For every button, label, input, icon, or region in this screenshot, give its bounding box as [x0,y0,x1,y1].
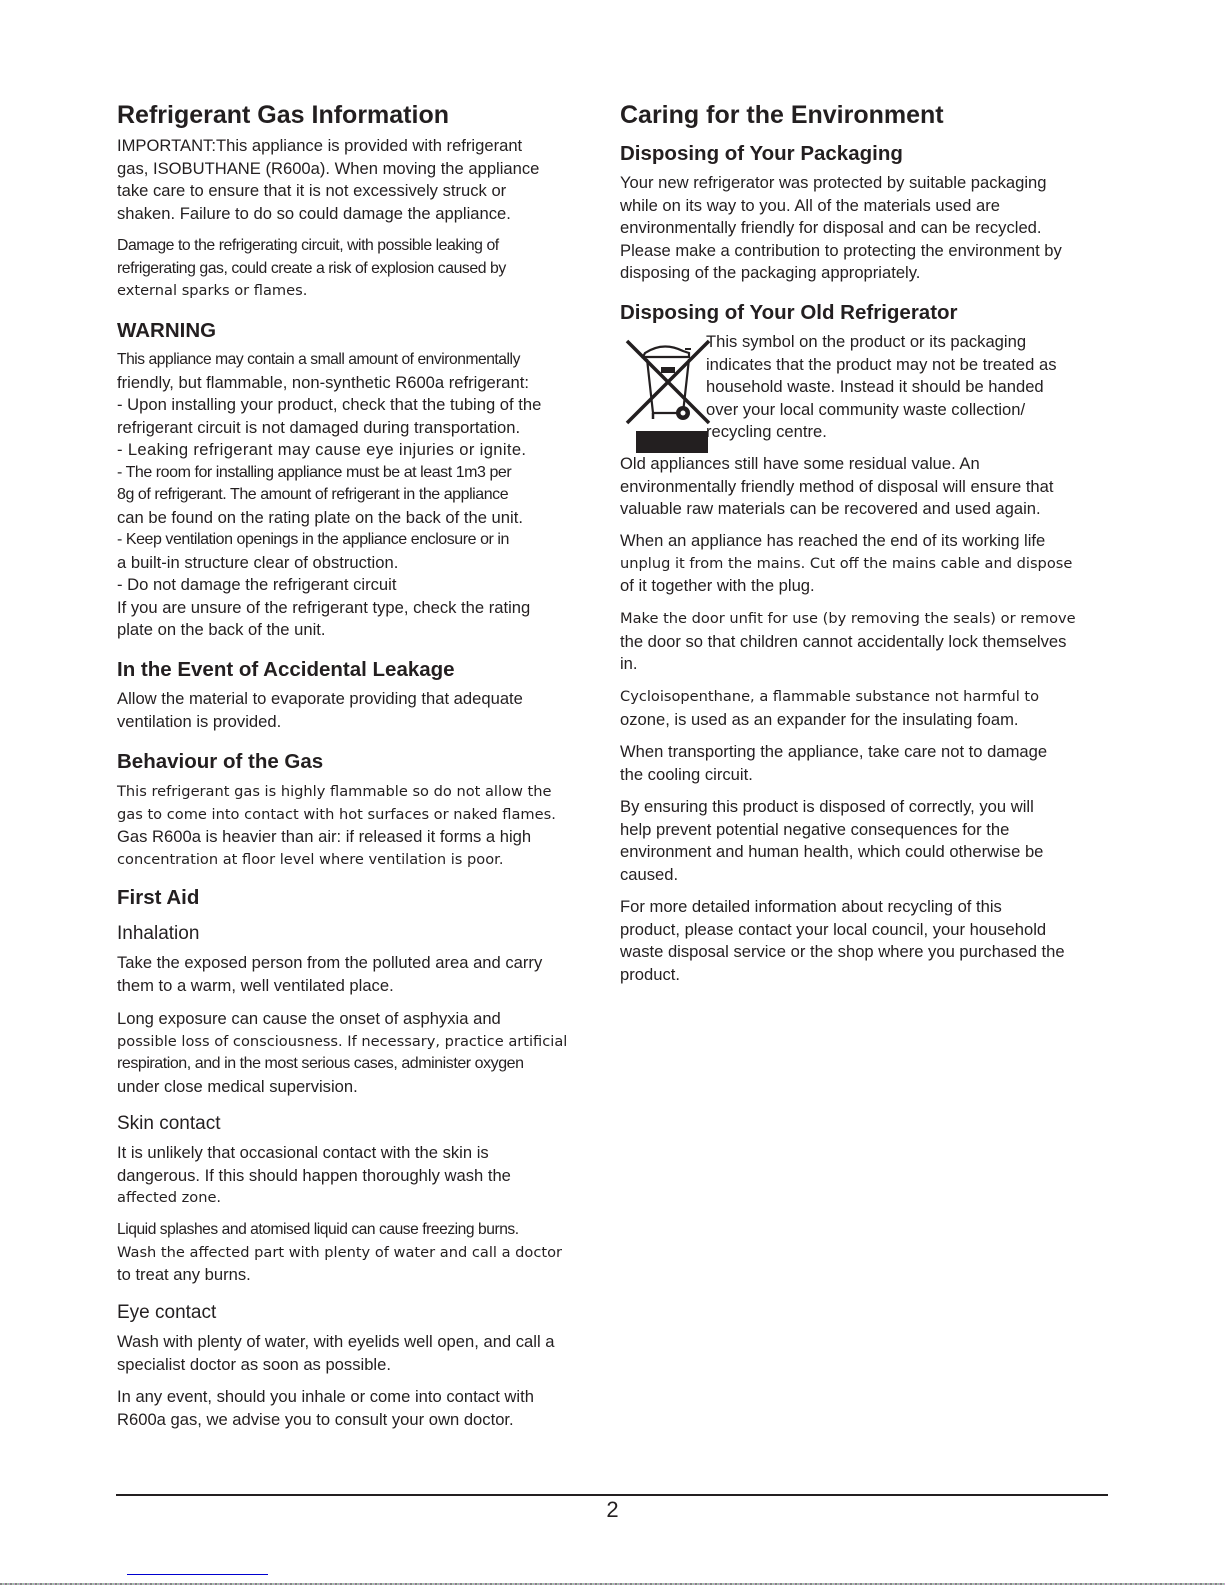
text-line: valuable raw materials can be recovered and used again. [620,499,1041,518]
text-line: affected zone. [117,1189,222,1206]
text-line: gas, ISOBUTHANE (R600a). When moving the appliance [117,158,540,178]
text-line: IMPORTANT:This appliance is provided with refrigerant [117,136,523,155]
text-line: of it together with the plug. [620,576,815,595]
old-fridge-heading: Disposing of Your Old Refrigerator [620,301,958,324]
text-line: It is unlikely that occasional contact with the skin is [117,1143,489,1162]
text-line: environmentally friendly for disposal and can be recycled. [620,218,1042,237]
text-line: the door so that children cannot accidentally lock themselves [620,631,1067,651]
text-line: dangerous. If this should happen thoroughly wash the [117,1165,511,1185]
text-line: can be found on the rating plate on the back of the unit. [117,507,523,527]
leakage-heading: In the Event of Accidental Leakage [117,658,455,681]
skin-contact-heading: Skin contact [117,1113,221,1134]
text-line: Damage to the refrigerating circuit, with possible leaking of [117,237,499,254]
text-line: product. [620,964,680,984]
text-line: household waste. Instead it should be handed [706,377,1044,396]
text-line: indicates that the product may not be treated as [706,354,1057,374]
text-line: Long exposure can cause the onset of asphyxia and [117,1009,501,1028]
text-line: When transporting the appliance, take care not to damage [620,742,1048,761]
text-line: help prevent potential negative consequences for the [620,819,1010,839]
text-line: environment and human health, which could otherwise be [620,842,1044,861]
text-line: specialist doctor as soon as possible. [117,1354,391,1374]
section-title-refrigerant-gas: Refrigerant Gas Information [117,101,449,129]
text-line: waste disposal service or the shop where you purchased the [620,942,1065,961]
text-line: By ensuring this product is disposed of correctly, you will [620,797,1034,816]
text-line: - Leaking refrigerant may cause eye injuries or ignite. [117,440,527,459]
text-line: If you are unsure of the refrigerant type, check the rating [117,597,531,617]
warning-heading: WARNING [117,319,217,342]
text-line: shaken. Failure to do so could damage the appliance. [117,203,511,223]
text-line: - Upon installing your product, check that the tubing of the [117,395,542,414]
text-line: caused. [620,864,679,884]
text-line: gas to come into contact with hot surfaces or naked flames. [117,805,556,823]
text-line: - Keep ventilation openings in the appliance enclosure or in [117,531,509,548]
text-line: Cycloisopenthane, a flammable substance not harmful to [620,688,1040,705]
text-line: possible loss of consciousness. If necessary, practice artificial [117,1032,568,1050]
text-line: Wash the affected part with plenty of water and call a doctor [117,1243,563,1261]
crossed-out-wheelie-bin-icon [621,333,707,457]
footer-divider [116,1494,1108,1496]
text-line: plate on the back of the unit. [117,620,326,639]
text-line: refrigerating gas, could create a risk of explosion caused by [117,259,506,277]
text-line: product, please contact your local council, your household [620,919,1047,939]
text-line: over your local community waste collection/ [706,399,1026,419]
eye-contact-heading: Eye contact [117,1302,217,1323]
text-line: friendly, but flammable, non-synthetic R600a refrigerant: [117,372,529,392]
inhalation-heading: Inhalation [117,923,200,944]
text-line: This refrigerant gas is highly flammable so do not allow the [117,783,552,800]
text-line: ozone, is used as an expander for the insulating foam. [620,709,1019,729]
text-line: Wash with plenty of water, with eyelids well open, and call a [117,1332,555,1351]
text-line: Old appliances still have some residual value. An [620,454,980,473]
text-line: a built-in structure clear of obstruction. [117,552,399,572]
text-line: respiration, and in the most serious cases, administer oxygen [117,1055,524,1072]
text-line: - The room for installing appliance must be at least 1m3 per [117,463,512,481]
packaging-heading: Disposing of Your Packaging [620,142,903,165]
text-line: ventilation is provided. [117,711,282,731]
text-line: the cooling circuit. [620,764,753,784]
text-line: disposing of the packaging appropriately. [620,263,921,282]
text-line: while on its way to you. All of the materials used are [620,195,1001,215]
text-line: them to a warm, well ventilated place. [117,975,394,995]
text-line: Please make a contribution to protecting the environment by [620,240,1062,260]
text-line: This symbol on the product or its packaging [706,332,1027,351]
text-line: recycling centre. [706,422,827,441]
first-aid-heading: First Aid [117,886,200,909]
text-line: to treat any burns. [117,1265,251,1284]
link-underline [127,1574,268,1575]
text-line: In any event, should you inhale or come into contact with [117,1387,534,1406]
text-line: concentration at floor level where ventilation is poor. [117,850,504,868]
page-number: 2 [606,1497,619,1522]
text-line: When an appliance has reached the end of its working life [620,531,1046,550]
text-line: unplug it from the mains. Cut off the mains cable and dispose [620,554,1073,572]
text-line: Your new refrigerator was protected by suitable packaging [620,173,1047,192]
behaviour-heading: Behaviour of the Gas [117,750,324,773]
text-line: in. [620,654,638,673]
text-line: Take the exposed person from the polluted area and carry [117,953,543,972]
text-line: For more detailed information about recycling of this [620,897,1002,916]
text-line: take care to ensure that it is not excessively struck or [117,181,507,200]
text-line: - Do not damage the refrigerant circuit [117,575,397,594]
text-line: environmentally friendly method of disposal will ensure that [620,476,1054,496]
text-line: Make the door unfit for use (by removing the seals) or remove [620,610,1076,627]
text-line: 8g of refrigerant. The amount of refrigerant in the appliance [117,486,509,503]
text-line: Liquid splashes and atomised liquid can cause freezing burns. [117,1221,519,1238]
text-line: R600a gas, we advise you to consult your own doctor. [117,1409,514,1429]
text-line: under close medical supervision. [117,1076,358,1096]
text-line: refrigerant circuit is not damaged during transportation. [117,417,521,437]
text-line: Gas R600a is heavier than air: if released it forms a high [117,827,532,846]
text-line: Allow the material to evaporate providing that adequate [117,689,523,708]
text-line: external sparks or flames. [117,282,308,299]
text-line: This appliance may contain a small amount of environmentally [117,351,520,368]
section-title-environment: Caring for the Environment [620,101,944,129]
